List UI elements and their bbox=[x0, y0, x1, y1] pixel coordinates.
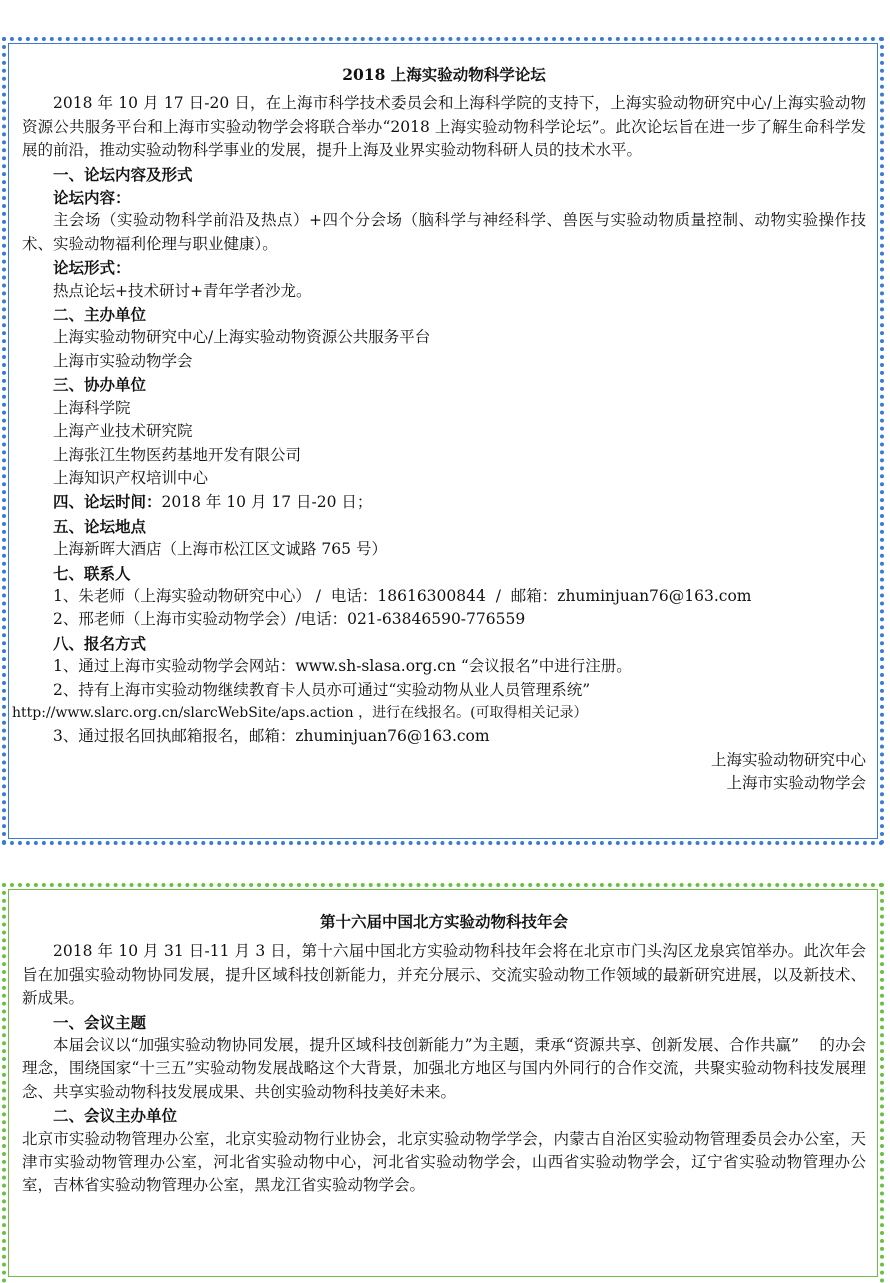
forum-notice-content bbox=[12, 41, 866, 796]
conference-intro: 2018 年 10 月 31 日-11 月 3 日，第十六届中国北方实验动物科技年会将在北京市门头沟区龙泉宾馆举办。此次年会旨在加强实验动物协同发展，提升区域科技创新能力，并充分展示、交流实验动物工作领域的最新研究进展，以及新技术、新成果。 bbox=[22, 942, 866, 1008]
forum-cohost-item: 上海张江生物医药基地开发有限公司 bbox=[53, 445, 302, 464]
forum-section-3-heading: 三、协办单位 bbox=[53, 375, 147, 395]
forum-content-label: 论坛内容： bbox=[53, 188, 131, 208]
forum-time-line bbox=[22, 490, 866, 514]
forum-section-7-heading: 七、联系人 bbox=[53, 563, 131, 583]
forum-section-4-heading: 四、论坛时间： bbox=[53, 492, 162, 512]
forum-content-text: 主会场（实验动物科学前沿及热点）+四个分会场（脑科学与神经科学、兽医与实验动物质量控制、动物实验操作技术、实验动物福利伦理与职业健康）。 bbox=[22, 211, 866, 253]
forum-form-label: 论坛形式： bbox=[53, 258, 131, 278]
conference-section-2-heading: 二、会议主办单位 bbox=[53, 1106, 178, 1126]
forum-registration-2-url: http://www.slarc.org.cn/slarcWebSite/aps.action ，进行在线报名。(可取得相关记录） bbox=[12, 704, 588, 721]
forum-cohost-item: 上海产业技术研究院 bbox=[53, 422, 193, 441]
forum-title: 2018 上海实验动物科学论坛 bbox=[342, 65, 546, 84]
forum-notice-box bbox=[2, 37, 884, 845]
forum-section-8-heading: 八、报名方式 bbox=[53, 633, 147, 653]
conference-theme: 本届会议以“加强实验动物协同发展，提升区域科技创新能力”为主题，秉承“资源共享、创新发展、合作共赢” 的办会理念，围绕国家“十三五”实验动物发展战略这个大背景，加强北方地区与国内外同行的合作交流，共聚实验动物科技发展理念、共享实验动物科技发展成果、共创实验动物科技美好未来。 bbox=[22, 1036, 866, 1101]
forum-contact-1: 1、朱老师（上海实验动物研究中心） / 电话：18616300844 / 邮箱：zhuminjuan76@163.com bbox=[53, 586, 752, 605]
conference-organizers: 北京市实验动物管理办公室，北京实验动物行业协会，北京实验动物学学会，内蒙古自治区实验动物管理委员会办公室，天津市实验动物管理办公室，河北省实验动物中心，河北省实验动物学会，山西省实验动物学会，辽宁省实验动物管理办公室，吉林省实验动物管理办公室，黑龙江省实验动物学会。 bbox=[22, 1129, 866, 1195]
forum-form-text: 热点论坛+技术研讨+青年学者沙龙。 bbox=[53, 281, 312, 300]
conference-notice-box bbox=[2, 883, 884, 1283]
conference-title: 第十六届中国北方实验动物科技年会 bbox=[319, 912, 568, 931]
forum-registration-2: 2、持有上海市实验动物继续教育卡人员亦可通过“实验动物从业人员管理系统” bbox=[53, 680, 591, 699]
forum-cohost-item: 上海知识产权培训中心 bbox=[53, 468, 209, 487]
forum-intro: 2018 年 10 月 17 日-20 日，在上海市科学技术委员会和上海科学院的支持下，上海实验动物研究中心/上海实验动物资源公共服务平台和上海市实验动物学会将联合举办“2018 上海实验动物科学论坛”。此次论坛旨在进一步了解生命科学发展的前沿，推动实验动物科学事业的发展，提升上海及业界实验动物科研人员的技术水平。 bbox=[22, 94, 866, 160]
conference-notice-content bbox=[22, 887, 866, 1198]
forum-host-item: 上海市实验动物学会 bbox=[53, 351, 193, 370]
forum-registration-3: 3、通过报名回执邮箱报名，邮箱：zhuminjuan76@163.com bbox=[53, 727, 490, 746]
forum-contact-2: 2、邢老师（上海市实验动物学会）/电话：021-63846590-776559 bbox=[53, 610, 526, 629]
forum-section-1-heading: 一、论坛内容及形式 bbox=[53, 164, 193, 184]
conference-section-1-heading: 一、会议主题 bbox=[53, 1012, 147, 1032]
forum-cohost-item: 上海科学院 bbox=[53, 398, 131, 417]
forum-signature-2: 上海市实验动物学会 bbox=[726, 774, 866, 793]
forum-signature-1: 上海实验动物研究中心 bbox=[710, 750, 866, 769]
forum-time-value: 2018 年 10 月 17 日-20 日； bbox=[161, 493, 373, 512]
forum-host-item: 上海实验动物研究中心/上海实验动物资源公共服务平台 bbox=[53, 328, 431, 347]
forum-registration-1: 1、通过上海市实验动物学会网站：www.sh-slasa.org.cn “会议报名”中进行注册。 bbox=[53, 657, 632, 676]
forum-section-5-heading: 五、论坛地点 bbox=[53, 516, 147, 536]
forum-venue: 上海新晖大酒店（上海市松江区文诚路 765 号） bbox=[53, 540, 387, 559]
forum-section-2-heading: 二、主办单位 bbox=[53, 305, 147, 325]
